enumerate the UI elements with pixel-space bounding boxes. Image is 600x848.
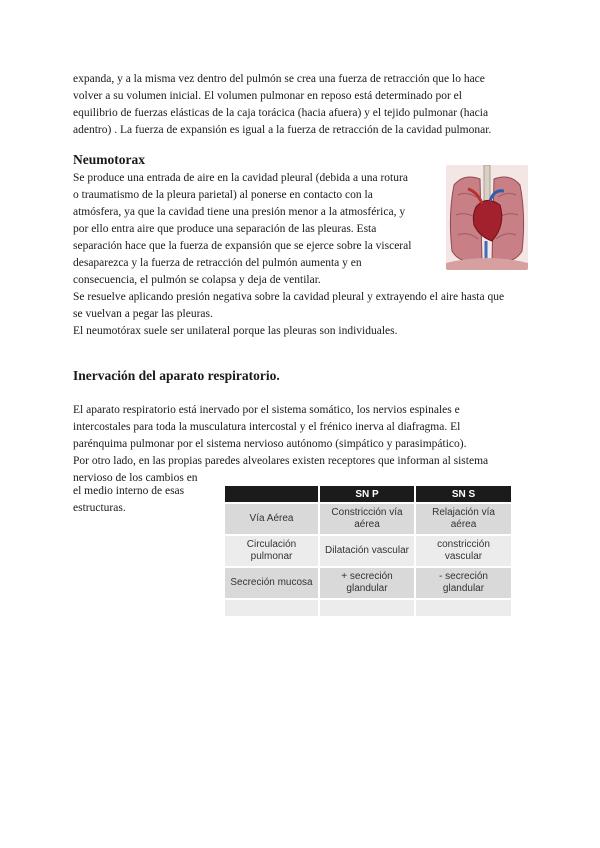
inervacion-line: parénquima pulmonar por el sistema nervioso autónomo (simpático y parasimpático). bbox=[73, 438, 467, 450]
inervacion-line: Por otro lado, en las propias paredes alveolares existen receptores que informan al sistema bbox=[73, 455, 489, 467]
table-header-cell: SN P bbox=[319, 486, 415, 503]
table-cell: + secreción glandular bbox=[319, 567, 415, 599]
neumotorax-line: atmósfera, ya que la cavidad tiene una presión menor a la atmosférica, y bbox=[73, 206, 406, 218]
table-row bbox=[225, 599, 511, 616]
inervacion-side-line: el medio interno de esas bbox=[73, 485, 185, 497]
neumotorax-line: desaparezca y la fuerza de retracción del pulmón aumenta y en bbox=[73, 257, 362, 269]
inervacion-heading: Inervación del aparato respiratorio. bbox=[73, 368, 280, 383]
table-cell bbox=[319, 599, 415, 616]
table-cell: constricción vascular bbox=[415, 535, 511, 567]
inervacion-line: nervioso de los cambios en bbox=[73, 472, 198, 484]
neumotorax-line: se vuelvan a pegar las pleuras. bbox=[73, 308, 213, 320]
table-cell: Relajación vía aérea bbox=[415, 503, 511, 535]
table-cell: Constricción vía aérea bbox=[319, 503, 415, 535]
inervacion-paragraph bbox=[73, 402, 488, 487]
intro-paragraph bbox=[73, 71, 491, 139]
sn-comparison-table bbox=[225, 486, 511, 616]
table-row bbox=[225, 503, 511, 535]
inervacion-line: intercostales para toda la musculatura intercostal y el frénico inerva al diafragma. El bbox=[73, 421, 461, 433]
table-header-row bbox=[225, 486, 511, 503]
table-cell bbox=[225, 599, 319, 616]
table-header-cell: SN S bbox=[415, 486, 511, 503]
table-cell: Vía Aérea bbox=[225, 503, 319, 535]
neumotorax-paragraph bbox=[73, 170, 504, 340]
table-cell: - secreción glandular bbox=[415, 567, 511, 599]
table-cell: Circulación pulmonar bbox=[225, 535, 319, 567]
table-cell bbox=[415, 599, 511, 616]
table-row bbox=[225, 567, 511, 599]
intro-line: volver a su volumen inicial. El volumen pulmonar en reposo está determinado por el bbox=[73, 90, 462, 102]
neumotorax-line: Se resuelve aplicando presión negativa sobre la cavidad pleural y extrayendo el aire hasta que bbox=[73, 291, 505, 303]
neumotorax-line: o traumatismo de la pleura parietal) al ponerse en contacto con la bbox=[73, 189, 373, 201]
table-header-cell bbox=[225, 486, 319, 503]
intro-line: adentro) . La fuerza de expansión es igual a la fuerza de retracción de la cavidad pulmonar. bbox=[73, 124, 492, 136]
table-row bbox=[225, 535, 511, 567]
neumotorax-line: El neumotórax suele ser unilateral porque las pleuras son individuales. bbox=[73, 325, 398, 337]
neumotorax-line: separación hace que la fuerza de expansión que se ejerce sobre la visceral bbox=[73, 240, 412, 252]
lungs-heart-illustration bbox=[446, 165, 528, 270]
neumotorax-line: por ello entra aire que produce una separación de las pleuras. Esta bbox=[73, 223, 377, 235]
table-cell: Dilatación vascular bbox=[319, 535, 415, 567]
inervacion-side-text bbox=[73, 483, 184, 517]
inervacion-side-line: estructuras. bbox=[73, 502, 126, 514]
neumotorax-heading: Neumotorax bbox=[73, 152, 145, 167]
neumotorax-line: Se produce una entrada de aire en la cavidad pleural (debida a una rotura bbox=[73, 172, 408, 184]
intro-line: expanda, y a la misma vez dentro del pulmón se crea una fuerza de retracción que lo hace bbox=[73, 73, 485, 85]
table-cell: Secreción mucosa bbox=[225, 567, 319, 599]
neumotorax-line: consecuencia, el pulmón se colapsa y deja de ventilar. bbox=[73, 274, 321, 286]
inervacion-line: El aparato respiratorio está inervado por el sistema somático, los nervios espinales e bbox=[73, 404, 460, 416]
intro-line: equilibrio de fuerzas elásticas de la caja torácica (hacia afuera) y el tejido pulmonar (hacia bbox=[73, 107, 489, 119]
